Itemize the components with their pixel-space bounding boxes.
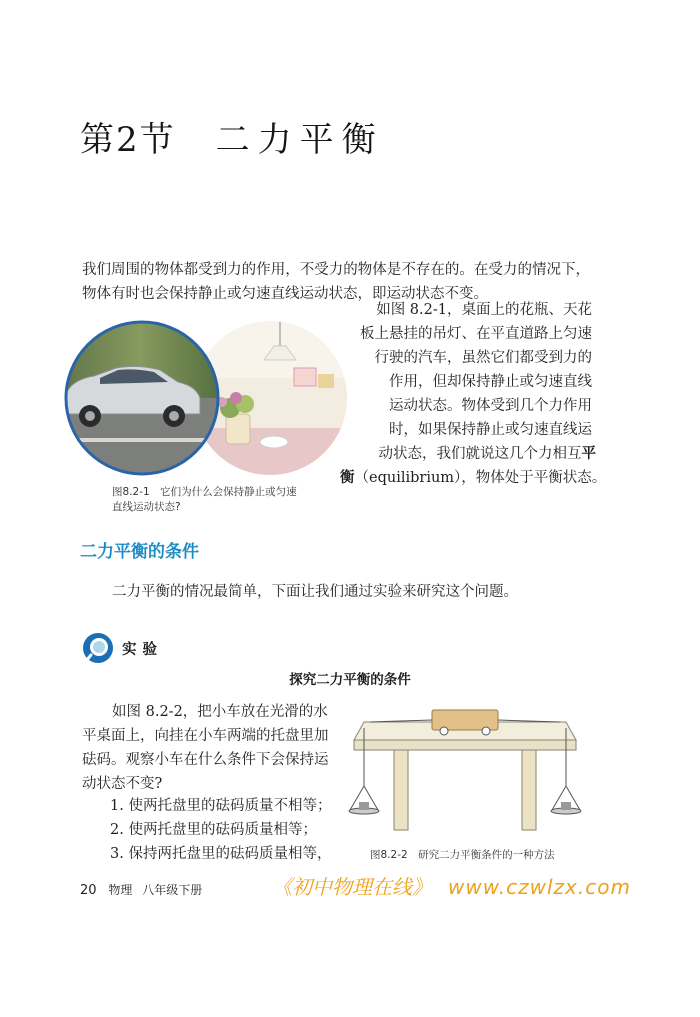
section-number: 第2节 bbox=[80, 120, 176, 160]
section-paragraph: 二力平衡的情况最简单，下面让我们通过实验来研究这个问题。 bbox=[112, 584, 518, 600]
footer-book: 八年级下册 bbox=[142, 883, 203, 897]
footer-subject: 物理 bbox=[108, 883, 133, 897]
section-title: 二力平衡 bbox=[215, 120, 384, 160]
text-line: 运动状态。物体受到几个力作用 bbox=[389, 398, 592, 414]
intro-paragraph: 我们周围的物体都受到力的作用，不受力的物体是不存在的。在受力的情况下，物体有时也会保持静止或匀速直线运动状态，即运动状态不变。 bbox=[82, 262, 590, 302]
section-heading: 二力平衡的条件 bbox=[80, 542, 199, 562]
text-line: 时，如果保持静止或匀速直线运 bbox=[389, 422, 592, 438]
watermark bbox=[272, 871, 631, 900]
text-line: 作用，但却保持静止或匀速直线 bbox=[389, 374, 592, 390]
text-line: 板上悬挂的吊灯、在平直道路上匀速 bbox=[360, 326, 592, 342]
experiment-paragraph bbox=[82, 700, 332, 796]
watermark-name: 《初中物理在线》 bbox=[272, 875, 432, 899]
figure-car-and-room-illustration bbox=[50, 318, 350, 478]
text-line: 砝码。观察小车在什么条件下会保持运 bbox=[82, 752, 329, 768]
term-suffix: 衡 bbox=[340, 469, 355, 486]
term-prefix: 平 bbox=[581, 445, 596, 462]
step-item: 2. 使两托盘里的砝码质量相等； bbox=[110, 822, 317, 838]
experiment-label: 实验 bbox=[122, 642, 163, 658]
experiment-steps bbox=[110, 794, 340, 866]
text-line: 动状态，我们就说这几个力相互平 bbox=[378, 445, 596, 462]
page-title bbox=[80, 112, 384, 161]
step-item: 3. 保持两托盘里的砝码质量相等， bbox=[110, 846, 332, 862]
text-line bbox=[340, 466, 607, 490]
text-line: 平桌面上，向挂在小车两端的托盘里加 bbox=[82, 728, 329, 744]
term-english: （equilibrium），物体处于平衡状态。 bbox=[354, 470, 607, 486]
experiment-icon bbox=[82, 632, 114, 664]
figure1-caption: 图8.2-1 它们为什么会保持静止或匀速直线运动状态? bbox=[112, 486, 297, 513]
figure2-caption: 图8.2-2 研究二力平衡条件的一种方法 bbox=[370, 849, 555, 861]
page-footer bbox=[80, 881, 202, 898]
text-line: 如图 8.2-2，把小车放在光滑的水 bbox=[112, 704, 328, 720]
text-line: 行驶的汽车，虽然它们都受到力的 bbox=[374, 350, 592, 366]
step-item: 1. 使两托盘里的砝码质量不相等； bbox=[110, 798, 332, 814]
watermark-url: www.czwlzx.com bbox=[448, 875, 631, 899]
car-scene bbox=[50, 318, 230, 478]
figure-cart-on-table-apparatus bbox=[340, 698, 590, 838]
text-line: 动状态不变? bbox=[82, 776, 163, 792]
page-number: 20 bbox=[80, 883, 97, 898]
experiment-title: 探究二力平衡的条件 bbox=[289, 672, 411, 688]
text-line: 如图 8.2-1，桌面上的花瓶、天花 bbox=[376, 302, 592, 318]
intro-wrapped-paragraph bbox=[340, 298, 607, 490]
